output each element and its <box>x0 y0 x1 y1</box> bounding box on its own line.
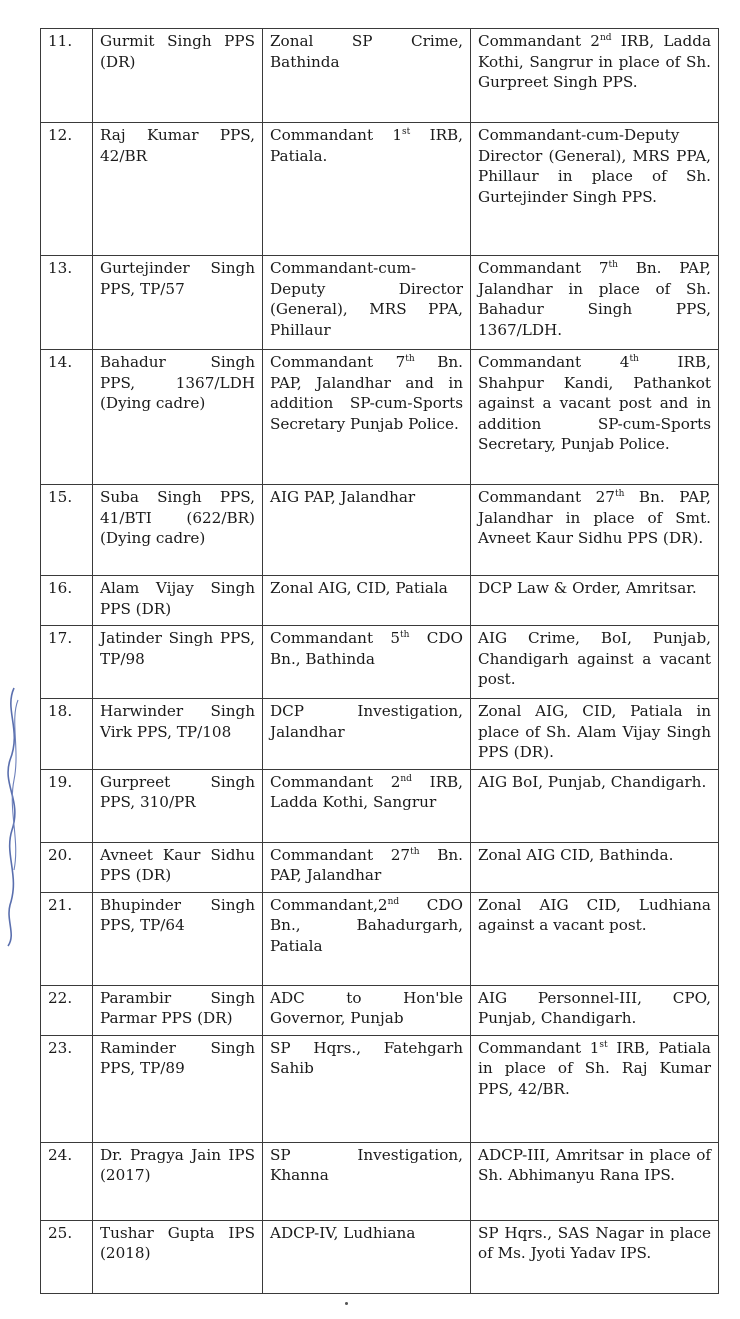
present-posting: DCP Investigation, Jalandhar <box>263 699 471 770</box>
cell-text: Bn. PAP, Jalandhar <box>270 845 463 884</box>
table-row <box>41 985 719 1035</box>
serial-number: 24. <box>41 1142 93 1220</box>
officer-name: Alam Vijay Singh PPS (DR) <box>93 576 263 626</box>
cell-text: Commandant 7 <box>270 353 406 371</box>
present-posting: AIG PAP, Jalandhar <box>263 485 471 576</box>
serial-number: 15. <box>41 485 93 576</box>
table-row <box>41 1220 719 1293</box>
table-row <box>41 29 719 123</box>
present-posting <box>263 769 471 842</box>
serial-number: 23. <box>41 1035 93 1142</box>
serial-number: 13. <box>41 256 93 350</box>
cell-text: Commandant 4 <box>478 353 630 371</box>
officer-name: Tushar Gupta IPS (2018) <box>93 1220 263 1293</box>
serial-number: 14. <box>41 350 93 485</box>
table-row <box>41 892 719 985</box>
serial-number: 21. <box>41 892 93 985</box>
present-posting: SP Investigation, Khanna <box>263 1142 471 1220</box>
cell-text: Commandant 1 <box>270 126 403 144</box>
cell-text: Commandant,2 <box>270 895 388 914</box>
page-mark <box>345 1302 348 1305</box>
present-posting <box>263 350 471 485</box>
new-posting: AIG BoI, Punjab, Chandigarh. <box>471 769 719 842</box>
officer-name: Dr. Pragya Jain IPS (2017) <box>93 1142 263 1220</box>
ordinal-suffix: st <box>402 126 411 137</box>
cell-text: CDO Bn., Bahadurgarh, Patiala <box>270 895 463 955</box>
new-posting: ADCP-III, Amritsar in place of Sh. Abhimanyu Rana IPS. <box>471 1142 719 1220</box>
new-posting: AIG Crime, BoI, Punjab, Chandigarh against a vacant post. <box>471 626 719 699</box>
present-posting: ADC to Hon'ble Governor, Punjab <box>263 985 471 1035</box>
cell-text: Commandant 27 <box>270 845 411 864</box>
present-posting <box>263 892 471 985</box>
ordinal-suffix: st <box>599 1039 608 1050</box>
officer-name: Avneet Kaur Sidhu PPS (DR) <box>93 842 263 892</box>
new-posting: Commandant-cum-Deputy Director (General), MRS PPA, Phillaur in place of Sh. Gurtejinder Singh PPS. <box>471 123 719 256</box>
table-row <box>41 1035 719 1142</box>
new-posting: Zonal AIG CID, Bathinda. <box>471 842 719 892</box>
present-posting <box>263 123 471 256</box>
officer-name: Jatinder Singh PPS, TP/98 <box>93 626 263 699</box>
cell-text: Commandant 27 <box>478 488 615 506</box>
present-posting: Commandant-cum-Deputy Director (General), MRS PPA, Phillaur <box>263 256 471 350</box>
ordinal-suffix: th <box>405 353 415 364</box>
ordinal-suffix: th <box>629 353 639 364</box>
new-posting: SP Hqrs., SAS Nagar in place of Ms. Jyoti Yadav IPS. <box>471 1220 719 1293</box>
cell-text: Bn. PAP, Jalandhar and in addition SP-cum-Sports Secretary Punjab Police. <box>270 353 463 433</box>
cell-text: IRB, Ladda Kothi, Sangrur in place of Sh. Gurpreet Singh PPS. <box>478 32 712 91</box>
ordinal-suffix: th <box>608 259 618 270</box>
table-row <box>41 123 719 256</box>
officer-name: Gurmit Singh PPS (DR) <box>93 29 263 123</box>
cell-text: IRB, Patiala in place of Sh. Raj Kumar PPS, 42/BR. <box>478 1038 711 1098</box>
serial-number: 12. <box>41 123 93 256</box>
cell-text: IRB, Patiala. <box>270 126 463 165</box>
ordinal-suffix: th <box>614 488 625 499</box>
cell-text: Commandant 1 <box>478 1038 600 1057</box>
table-row <box>41 1142 719 1220</box>
table-row <box>41 256 719 350</box>
table-row <box>41 699 719 770</box>
present-posting <box>263 626 471 699</box>
new-posting: Zonal AIG CID, Ludhiana against a vacant post. <box>471 892 719 985</box>
officer-name: Gurpreet Singh PPS, 310/PR <box>93 769 263 842</box>
officer-name: Parambir Singh Parmar PPS (DR) <box>93 985 263 1035</box>
officer-name: Harwinder Singh Virk PPS, TP/108 <box>93 699 263 770</box>
new-posting: DCP Law & Order, Amritsar. <box>471 576 719 626</box>
new-posting <box>471 256 719 350</box>
cell-text: IRB, Shahpur Kandi, Pathankot against a vacant post and in addition SP-cum-Sports Secretary, Punjab Police. <box>478 353 711 453</box>
table-row <box>41 626 719 699</box>
serial-number: 25. <box>41 1220 93 1293</box>
serial-number: 20. <box>41 842 93 892</box>
serial-number: 16. <box>41 576 93 626</box>
cell-text: IRB, Ladda Kothi, Sangrur <box>270 772 463 811</box>
present-posting: SP Hqrs., Fatehgarh Sahib <box>263 1035 471 1142</box>
ordinal-suffix: th <box>410 846 420 857</box>
present-posting: Zonal SP Crime, Bathinda <box>263 29 471 123</box>
new-posting: Zonal AIG, CID, Patiala in place of Sh. Alam Vijay Singh PPS (DR). <box>471 699 719 770</box>
present-posting: Zonal AIG, CID, Patiala <box>263 576 471 626</box>
table-row <box>41 576 719 626</box>
serial-number: 18. <box>41 699 93 770</box>
cell-text: Bn. PAP, Jalandhar in place of Sh. Bahadur Singh PPS, 1367/LDH. <box>478 259 711 339</box>
table-row <box>41 350 719 485</box>
officer-name: Suba Singh PPS, 41/BTI (622/BR) (Dying cadre) <box>93 485 263 576</box>
cell-text: Commandant 2 <box>478 32 600 50</box>
officer-name: Gurtejinder Singh PPS, TP/57 <box>93 256 263 350</box>
table-row <box>41 485 719 576</box>
present-posting <box>263 842 471 892</box>
cell-text: Commandant 7 <box>478 259 609 277</box>
ordinal-suffix: nd <box>599 32 612 43</box>
cell-text: CDO Bn., Bathinda <box>270 629 463 668</box>
table-row <box>41 769 719 842</box>
cell-text: Bn. PAP, Jalandhar in place of Smt. Avneet Kaur Sidhu PPS (DR). <box>478 488 712 547</box>
margin-signature <box>0 680 26 950</box>
new-posting <box>471 485 719 576</box>
ordinal-suffix: th <box>400 629 410 640</box>
serial-number: 19. <box>41 769 93 842</box>
new-posting <box>471 350 719 485</box>
cell-text: Commandant 2 <box>270 772 401 791</box>
serial-number: 17. <box>41 626 93 699</box>
ordinal-suffix: nd <box>400 773 412 784</box>
document-page <box>40 28 718 1294</box>
new-posting <box>471 29 719 123</box>
serial-number: 22. <box>41 985 93 1035</box>
new-posting <box>471 1035 719 1142</box>
officer-name: Bahadur Singh PPS, 1367/LDH (Dying cadre) <box>93 350 263 485</box>
ordinal-suffix: nd <box>387 896 400 907</box>
table-row <box>41 842 719 892</box>
postings-table <box>40 28 719 1294</box>
present-posting: ADCP-IV, Ludhiana <box>263 1220 471 1293</box>
officer-name: Raj Kumar PPS, 42/BR <box>93 123 263 256</box>
cell-text: Commandant 5 <box>270 629 401 647</box>
serial-number: 11. <box>41 29 93 123</box>
officer-name: Raminder Singh PPS, TP/89 <box>93 1035 263 1142</box>
new-posting: AIG Personnel-III, CPO, Punjab, Chandigarh. <box>471 985 719 1035</box>
officer-name: Bhupinder Singh PPS, TP/64 <box>93 892 263 985</box>
postings-table-body <box>41 29 719 1294</box>
